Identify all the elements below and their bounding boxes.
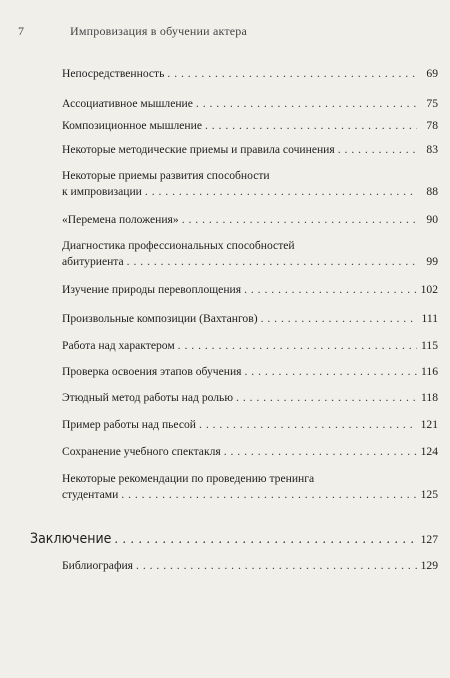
toc-title-line1: Некоторые приемы развития способности — [62, 169, 270, 182]
toc-title: Работа над характером — [62, 339, 175, 352]
toc-entry-116 — [62, 364, 438, 380]
toc-page: 115 — [421, 339, 438, 352]
toc-title: Библиография — [62, 559, 134, 572]
toc-page: 69 — [426, 67, 438, 80]
toc-title-line1: Диагностика профессиональных способностей — [62, 239, 295, 252]
toc-entry-115 — [62, 338, 438, 354]
dot-leader — [182, 212, 417, 228]
toc-entry-118 — [62, 390, 438, 406]
toc-page: 127 — [420, 533, 438, 546]
dot-leader — [244, 282, 417, 298]
dot-leader — [114, 532, 417, 548]
toc-entry-99 — [62, 238, 438, 270]
toc-title: Ассоциативное мышление — [62, 97, 193, 110]
toc-title: Произвольные композиции (Вахтангов) — [62, 312, 258, 325]
toc-title: студентами — [62, 488, 119, 501]
toc-page: 102 — [420, 283, 438, 296]
toc-title: абитуриента — [62, 255, 124, 268]
toc-title: Композиционное мышление — [62, 119, 202, 132]
toc-title: Этюдный метод работы над ролью — [62, 391, 234, 404]
dot-leader — [236, 390, 417, 406]
toc-page: 118 — [421, 391, 438, 404]
dot-leader — [199, 417, 417, 433]
dot-leader — [127, 254, 417, 270]
toc-entry-121 — [62, 417, 438, 433]
toc-title: Пример работы над пьесой — [62, 418, 197, 431]
toc-entry-75 — [62, 96, 438, 112]
toc-page: 121 — [420, 418, 438, 431]
toc-entry-83 — [62, 142, 438, 158]
toc-title: Заключение — [30, 531, 112, 547]
toc-title: Непосредственность — [62, 67, 165, 80]
toc-page: 129 — [420, 559, 438, 572]
toc-page: 124 — [420, 445, 438, 458]
toc-entry-124 — [62, 444, 438, 460]
toc-page: 83 — [426, 143, 438, 156]
dot-leader — [224, 444, 417, 460]
toc-title: Проверка освоения этапов обучения — [62, 365, 242, 378]
toc-page: 78 — [426, 119, 438, 132]
toc-entry-90 — [62, 212, 438, 228]
toc-page: 111 — [421, 312, 438, 325]
toc-entry-bibliography — [62, 558, 438, 574]
toc-page: 99 — [426, 255, 438, 268]
dot-leader — [121, 487, 417, 503]
toc-page: 116 — [421, 365, 438, 378]
toc-entry-conclusion — [30, 531, 438, 548]
toc-entry-69 — [62, 66, 438, 82]
toc-entry-111 — [62, 311, 438, 327]
dot-leader — [136, 558, 417, 574]
dot-leader — [178, 338, 417, 354]
toc-page: 88 — [426, 185, 438, 198]
page-number: 7 — [18, 24, 24, 38]
dot-leader — [145, 184, 417, 200]
toc-page: 90 — [426, 213, 438, 226]
toc-entry-78 — [62, 118, 438, 134]
toc-title: «Перемена положения» — [62, 213, 179, 226]
toc-title-line1: Некоторые рекомендации по проведению тренинга — [62, 472, 315, 485]
dot-leader — [338, 142, 417, 158]
toc-title: Сохранение учебного спектакля — [62, 445, 221, 458]
dot-leader — [196, 96, 417, 112]
dot-leader — [245, 364, 418, 380]
toc-title: Некоторые методические приемы и правила сочинения — [62, 143, 335, 156]
toc-title: Изучение природы перевоплощения — [62, 283, 242, 296]
toc-entry-102 — [62, 282, 438, 298]
toc-page: 125 — [420, 488, 438, 501]
toc-entry-125 — [62, 471, 438, 503]
toc-entry-88 — [62, 168, 438, 200]
toc-title: к импровизации — [62, 185, 142, 198]
dot-leader — [205, 118, 417, 134]
dot-leader — [261, 311, 417, 327]
dot-leader — [167, 66, 417, 82]
toc-page: 75 — [426, 97, 438, 110]
running-title: Импровизация в обучении актера — [70, 24, 248, 38]
